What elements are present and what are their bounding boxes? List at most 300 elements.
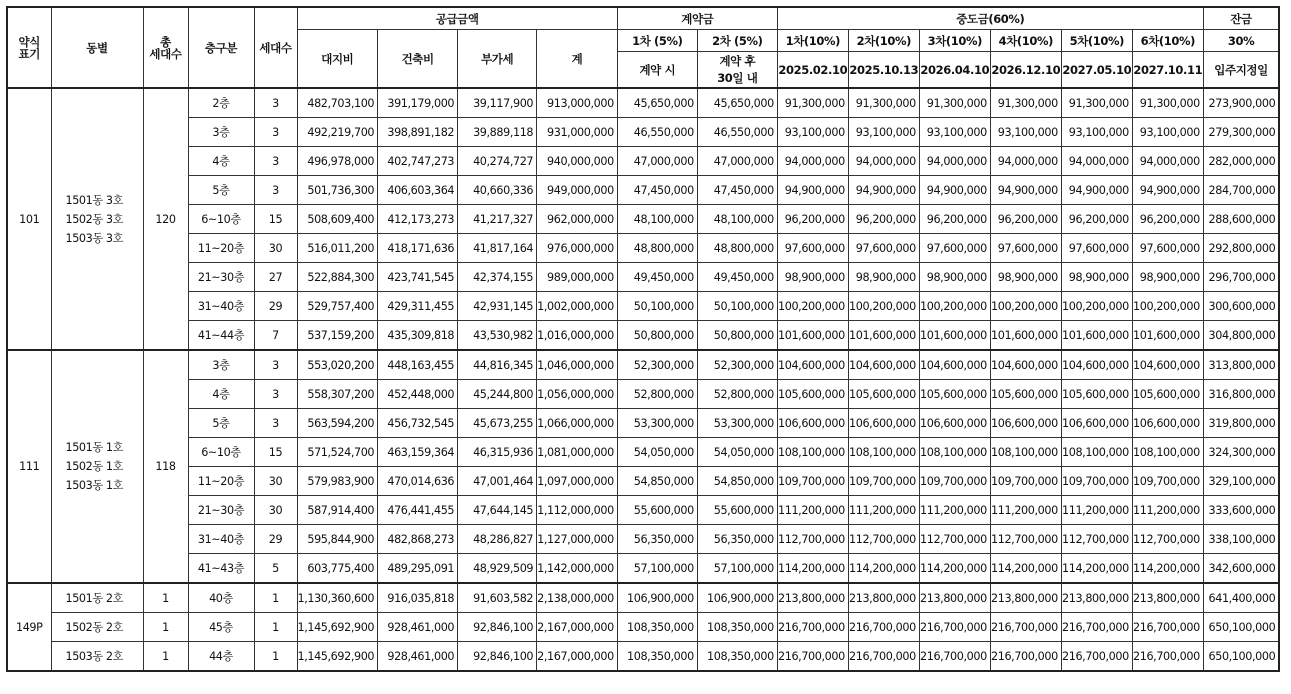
header-d2: 2025.10.13 xyxy=(848,52,919,89)
header-dong: 동별 xyxy=(51,7,143,88)
total-price-cell: 1,002,000,000 xyxy=(537,292,618,321)
middle-payment-4-cell: 96,200,000 xyxy=(990,205,1061,234)
vat-cell: 42,374,155 xyxy=(458,263,537,292)
total-price-cell: 1,127,000,000 xyxy=(537,525,618,554)
header-c1: 1차 (5%) xyxy=(617,30,697,52)
table-row xyxy=(7,554,1279,584)
middle-payment-2-cell: 108,100,000 xyxy=(848,438,919,467)
balance-cell: 342,600,000 xyxy=(1203,554,1279,584)
floor-cell: 3층 xyxy=(188,350,254,380)
units-cell: 29 xyxy=(254,292,297,321)
contract-2-cell: 106,900,000 xyxy=(697,583,777,613)
middle-payment-6-cell: 100,200,000 xyxy=(1132,292,1203,321)
middle-payment-2-cell: 105,600,000 xyxy=(848,380,919,409)
header-m4: 4차(10%) xyxy=(990,30,1061,52)
balance-cell: 641,400,000 xyxy=(1203,583,1279,613)
vat-cell: 40,660,336 xyxy=(458,176,537,205)
middle-payment-1-cell: 98,900,000 xyxy=(777,263,848,292)
units-cell: 3 xyxy=(254,350,297,380)
units-cell: 1 xyxy=(254,583,297,613)
floor-cell: 5층 xyxy=(188,409,254,438)
balance-cell: 304,800,000 xyxy=(1203,321,1279,351)
contract-2-cell: 57,100,000 xyxy=(697,554,777,584)
land-cost-cell: 579,983,900 xyxy=(297,467,378,496)
header-c2: 2차 (5%) xyxy=(697,30,777,52)
units-cell: 30 xyxy=(254,234,297,263)
middle-payment-3-cell: 104,600,000 xyxy=(919,350,990,380)
contract-2-cell: 48,100,000 xyxy=(697,205,777,234)
vat-cell: 46,315,936 xyxy=(458,438,537,467)
middle-payment-3-cell: 100,200,000 xyxy=(919,292,990,321)
total-price-cell: 976,000,000 xyxy=(537,234,618,263)
floor-cell: 11~20층 xyxy=(188,234,254,263)
floor-cell: 4층 xyxy=(188,147,254,176)
contract-2-cell: 49,450,000 xyxy=(697,263,777,292)
units-cell: 15 xyxy=(254,205,297,234)
total-price-cell: 1,142,000,000 xyxy=(537,554,618,584)
middle-payment-3-cell: 101,600,000 xyxy=(919,321,990,351)
floor-cell: 45층 xyxy=(188,613,254,642)
middle-payment-6-cell: 109,700,000 xyxy=(1132,467,1203,496)
dong-cell xyxy=(51,88,143,350)
table-row xyxy=(7,583,1279,613)
total-price-cell: 962,000,000 xyxy=(537,205,618,234)
total-price-cell: 1,081,000,000 xyxy=(537,438,618,467)
middle-payment-5-cell: 94,900,000 xyxy=(1061,176,1132,205)
contract-1-cell: 49,450,000 xyxy=(617,263,697,292)
middle-payment-2-cell: 98,900,000 xyxy=(848,263,919,292)
land-cost-cell: 587,914,400 xyxy=(297,496,378,525)
middle-payment-3-cell: 111,200,000 xyxy=(919,496,990,525)
middle-payment-5-cell: 94,000,000 xyxy=(1061,147,1132,176)
middle-payment-2-cell: 104,600,000 xyxy=(848,350,919,380)
middle-payment-6-cell: 106,600,000 xyxy=(1132,409,1203,438)
contract-1-cell: 57,100,000 xyxy=(617,554,697,584)
middle-payment-5-cell: 91,300,000 xyxy=(1061,88,1132,118)
vat-cell: 45,673,255 xyxy=(458,409,537,438)
vat-cell: 92,846,100 xyxy=(458,613,537,642)
middle-payment-5-cell: 100,200,000 xyxy=(1061,292,1132,321)
contract-2-cell: 50,800,000 xyxy=(697,321,777,351)
dong-label: 1503동 1호 xyxy=(65,479,124,492)
middle-payment-3-cell: 94,000,000 xyxy=(919,147,990,176)
land-cost-cell: 603,775,400 xyxy=(297,554,378,584)
building-cost-cell: 463,159,364 xyxy=(378,438,458,467)
land-cost-cell: 563,594,200 xyxy=(297,409,378,438)
middle-payment-5-cell: 104,600,000 xyxy=(1061,350,1132,380)
middle-payment-5-cell: 111,200,000 xyxy=(1061,496,1132,525)
total-price-cell: 940,000,000 xyxy=(537,147,618,176)
middle-payment-2-cell: 216,700,000 xyxy=(848,613,919,642)
middle-payment-2-cell: 114,200,000 xyxy=(848,554,919,584)
building-cost-cell: 476,441,455 xyxy=(378,496,458,525)
table-row xyxy=(7,380,1279,409)
building-cost-cell: 429,311,455 xyxy=(378,292,458,321)
header-d1: 2025.02.10 xyxy=(777,52,848,89)
middle-payment-6-cell: 111,200,000 xyxy=(1132,496,1203,525)
price-table-container xyxy=(6,6,1280,672)
table-row xyxy=(7,642,1279,672)
table-row xyxy=(7,525,1279,554)
table-body xyxy=(7,88,1279,671)
middle-payment-2-cell: 112,700,000 xyxy=(848,525,919,554)
table-row xyxy=(7,118,1279,147)
building-cost-cell: 423,741,545 xyxy=(378,263,458,292)
total-price-cell: 2,167,000,000 xyxy=(537,642,618,672)
middle-payment-2-cell: 97,600,000 xyxy=(848,234,919,263)
vat-cell: 41,817,164 xyxy=(458,234,537,263)
header-d4: 2026.12.10 xyxy=(990,52,1061,89)
middle-payment-3-cell: 91,300,000 xyxy=(919,88,990,118)
units-cell: 15 xyxy=(254,438,297,467)
middle-payment-6-cell: 93,100,000 xyxy=(1132,118,1203,147)
building-cost-cell: 456,732,545 xyxy=(378,409,458,438)
contract-1-cell: 108,350,000 xyxy=(617,613,697,642)
units-cell: 30 xyxy=(254,496,297,525)
building-cost-cell: 482,868,273 xyxy=(378,525,458,554)
header-land: 대지비 xyxy=(297,30,378,89)
middle-payment-4-cell: 97,600,000 xyxy=(990,234,1061,263)
contract-2-cell: 108,350,000 xyxy=(697,642,777,672)
units-cell: 3 xyxy=(254,147,297,176)
balance-cell: 300,600,000 xyxy=(1203,292,1279,321)
land-cost-cell: 529,757,400 xyxy=(297,292,378,321)
dong-cell: 1502동 2호 xyxy=(51,613,143,642)
building-cost-cell: 452,448,000 xyxy=(378,380,458,409)
contract-1-cell: 108,350,000 xyxy=(617,642,697,672)
dong-cell: 1501동 2호 xyxy=(51,583,143,613)
floor-cell: 2층 xyxy=(188,88,254,118)
units-cell: 3 xyxy=(254,88,297,118)
land-cost-cell: 508,609,400 xyxy=(297,205,378,234)
contract-2-cell: 54,050,000 xyxy=(697,438,777,467)
contract-1-cell: 56,350,000 xyxy=(617,525,697,554)
middle-payment-4-cell: 91,300,000 xyxy=(990,88,1061,118)
floor-cell: 41~44층 xyxy=(188,321,254,351)
vat-cell: 39,889,118 xyxy=(458,118,537,147)
abbr-cell: 101 xyxy=(7,88,51,350)
contract-1-cell: 106,900,000 xyxy=(617,583,697,613)
middle-payment-6-cell: 98,900,000 xyxy=(1132,263,1203,292)
contract-2-cell: 50,100,000 xyxy=(697,292,777,321)
building-cost-cell: 402,747,273 xyxy=(378,147,458,176)
dong-cell: 1503동 2호 xyxy=(51,642,143,672)
floor-cell: 3층 xyxy=(188,118,254,147)
floor-cell: 21~30층 xyxy=(188,496,254,525)
middle-payment-1-cell: 94,900,000 xyxy=(777,176,848,205)
middle-payment-4-cell: 94,900,000 xyxy=(990,176,1061,205)
units-cell: 30 xyxy=(254,467,297,496)
middle-payment-2-cell: 101,600,000 xyxy=(848,321,919,351)
middle-payment-3-cell: 98,900,000 xyxy=(919,263,990,292)
header-total-units: 총 세대수 xyxy=(143,7,188,88)
land-cost-cell: 522,884,300 xyxy=(297,263,378,292)
vat-cell: 45,244,800 xyxy=(458,380,537,409)
middle-payment-6-cell: 94,000,000 xyxy=(1132,147,1203,176)
contract-1-cell: 47,450,000 xyxy=(617,176,697,205)
table-row xyxy=(7,205,1279,234)
dong-label: 1503동 3호 xyxy=(65,231,124,245)
floor-cell: 6~10층 xyxy=(188,205,254,234)
header-d5: 2027.05.10 xyxy=(1061,52,1132,89)
header-abbr: 약식 표기 xyxy=(7,7,51,88)
contract-1-cell: 47,000,000 xyxy=(617,147,697,176)
middle-payment-2-cell: 94,000,000 xyxy=(848,147,919,176)
balance-cell: 338,100,000 xyxy=(1203,525,1279,554)
middle-payment-1-cell: 100,200,000 xyxy=(777,292,848,321)
total-price-cell: 1,112,000,000 xyxy=(537,496,618,525)
total-units-cell: 1 xyxy=(143,583,188,613)
contract-2-cell: 108,350,000 xyxy=(697,613,777,642)
middle-payment-5-cell: 112,700,000 xyxy=(1061,525,1132,554)
middle-payment-4-cell: 108,100,000 xyxy=(990,438,1061,467)
land-cost-cell: 492,219,700 xyxy=(297,118,378,147)
middle-payment-5-cell: 108,100,000 xyxy=(1061,438,1132,467)
table-row xyxy=(7,496,1279,525)
balance-cell: 650,100,000 xyxy=(1203,613,1279,642)
middle-payment-5-cell: 106,600,000 xyxy=(1061,409,1132,438)
land-cost-cell: 1,145,692,900 xyxy=(297,642,378,672)
middle-payment-4-cell: 111,200,000 xyxy=(990,496,1061,525)
table-row xyxy=(7,234,1279,263)
middle-payment-3-cell: 213,800,000 xyxy=(919,583,990,613)
middle-payment-6-cell: 216,700,000 xyxy=(1132,642,1203,672)
middle-payment-4-cell: 114,200,000 xyxy=(990,554,1061,584)
land-cost-cell: 537,159,200 xyxy=(297,321,378,351)
table-row xyxy=(7,263,1279,292)
contract-1-cell: 50,100,000 xyxy=(617,292,697,321)
contract-2-cell: 47,450,000 xyxy=(697,176,777,205)
total-units-cell: 1 xyxy=(143,642,188,672)
table-row xyxy=(7,409,1279,438)
floor-cell: 44층 xyxy=(188,642,254,672)
land-cost-cell: 1,130,360,600 xyxy=(297,583,378,613)
header-m5: 5차(10%) xyxy=(1061,30,1132,52)
vat-cell: 41,217,327 xyxy=(458,205,537,234)
middle-payment-5-cell: 216,700,000 xyxy=(1061,613,1132,642)
middle-payment-4-cell: 216,700,000 xyxy=(990,642,1061,672)
units-cell: 27 xyxy=(254,263,297,292)
middle-payment-3-cell: 105,600,000 xyxy=(919,380,990,409)
middle-payment-3-cell: 106,600,000 xyxy=(919,409,990,438)
total-units-cell: 118 xyxy=(143,350,188,583)
table-row xyxy=(7,292,1279,321)
header-m2: 2차(10%) xyxy=(848,30,919,52)
vat-cell: 47,644,145 xyxy=(458,496,537,525)
units-cell: 3 xyxy=(254,176,297,205)
middle-payment-1-cell: 97,600,000 xyxy=(777,234,848,263)
middle-payment-4-cell: 216,700,000 xyxy=(990,613,1061,642)
total-price-cell: 913,000,000 xyxy=(537,88,618,118)
middle-payment-6-cell: 101,600,000 xyxy=(1132,321,1203,351)
vat-cell: 39,117,900 xyxy=(458,88,537,118)
middle-payment-3-cell: 108,100,000 xyxy=(919,438,990,467)
floor-cell: 21~30층 xyxy=(188,263,254,292)
vat-cell: 92,846,100 xyxy=(458,642,537,672)
balance-cell: 329,100,000 xyxy=(1203,467,1279,496)
total-units-cell: 1 xyxy=(143,613,188,642)
contract-2-cell: 52,300,000 xyxy=(697,350,777,380)
middle-payment-1-cell: 111,200,000 xyxy=(777,496,848,525)
header-building: 건축비 xyxy=(378,30,458,89)
middle-payment-6-cell: 114,200,000 xyxy=(1132,554,1203,584)
middle-payment-2-cell: 100,200,000 xyxy=(848,292,919,321)
abbr-cell: 149P xyxy=(7,583,51,671)
table-row xyxy=(7,350,1279,380)
middle-payment-5-cell: 109,700,000 xyxy=(1061,467,1132,496)
building-cost-cell: 448,163,455 xyxy=(378,350,458,380)
vat-cell: 44,816,345 xyxy=(458,350,537,380)
contract-1-cell: 48,100,000 xyxy=(617,205,697,234)
total-price-cell: 949,000,000 xyxy=(537,176,618,205)
middle-payment-6-cell: 97,600,000 xyxy=(1132,234,1203,263)
balance-cell: 273,900,000 xyxy=(1203,88,1279,118)
middle-payment-6-cell: 94,900,000 xyxy=(1132,176,1203,205)
total-price-cell: 989,000,000 xyxy=(537,263,618,292)
table-row xyxy=(7,467,1279,496)
units-cell: 1 xyxy=(254,642,297,672)
vat-cell: 47,001,464 xyxy=(458,467,537,496)
units-cell: 1 xyxy=(254,613,297,642)
middle-payment-1-cell: 108,100,000 xyxy=(777,438,848,467)
contract-1-cell: 50,800,000 xyxy=(617,321,697,351)
vat-cell: 48,929,509 xyxy=(458,554,537,584)
middle-payment-4-cell: 94,000,000 xyxy=(990,147,1061,176)
middle-payment-5-cell: 97,600,000 xyxy=(1061,234,1132,263)
middle-payment-1-cell: 114,200,000 xyxy=(777,554,848,584)
middle-payment-3-cell: 216,700,000 xyxy=(919,642,990,672)
floor-cell: 31~40층 xyxy=(188,292,254,321)
middle-payment-4-cell: 101,600,000 xyxy=(990,321,1061,351)
middle-payment-1-cell: 105,600,000 xyxy=(777,380,848,409)
middle-payment-2-cell: 109,700,000 xyxy=(848,467,919,496)
units-cell: 3 xyxy=(254,409,297,438)
middle-payment-5-cell: 216,700,000 xyxy=(1061,642,1132,672)
vat-cell: 42,931,145 xyxy=(458,292,537,321)
table-row xyxy=(7,438,1279,467)
land-cost-cell: 571,524,700 xyxy=(297,438,378,467)
floor-cell: 4층 xyxy=(188,380,254,409)
middle-payment-2-cell: 216,700,000 xyxy=(848,642,919,672)
middle-payment-6-cell: 96,200,000 xyxy=(1132,205,1203,234)
middle-payment-3-cell: 94,900,000 xyxy=(919,176,990,205)
building-cost-cell: 412,173,273 xyxy=(378,205,458,234)
header-middle: 중도금(60%) xyxy=(777,7,1203,30)
balance-cell: 650,100,000 xyxy=(1203,642,1279,672)
middle-payment-1-cell: 216,700,000 xyxy=(777,613,848,642)
middle-payment-2-cell: 213,800,000 xyxy=(848,583,919,613)
middle-payment-1-cell: 112,700,000 xyxy=(777,525,848,554)
building-cost-cell: 470,014,636 xyxy=(378,467,458,496)
supply-price-table xyxy=(6,6,1280,672)
table-header xyxy=(7,7,1279,88)
balance-cell: 282,000,000 xyxy=(1203,147,1279,176)
middle-payment-4-cell: 98,900,000 xyxy=(990,263,1061,292)
balance-cell: 316,800,000 xyxy=(1203,380,1279,409)
middle-payment-6-cell: 213,800,000 xyxy=(1132,583,1203,613)
building-cost-cell: 928,461,000 xyxy=(378,613,458,642)
middle-payment-2-cell: 106,600,000 xyxy=(848,409,919,438)
units-cell: 3 xyxy=(254,118,297,147)
contract-2-cell: 47,000,000 xyxy=(697,147,777,176)
contract-2-cell: 45,650,000 xyxy=(697,88,777,118)
building-cost-cell: 435,309,818 xyxy=(378,321,458,351)
contract-1-cell: 52,800,000 xyxy=(617,380,697,409)
dong-label: 1502동 1호 xyxy=(65,460,124,473)
middle-payment-1-cell: 213,800,000 xyxy=(777,583,848,613)
floor-cell: 5층 xyxy=(188,176,254,205)
contract-2-cell: 46,550,000 xyxy=(697,118,777,147)
middle-payment-3-cell: 109,700,000 xyxy=(919,467,990,496)
total-price-cell: 2,167,000,000 xyxy=(537,613,618,642)
floor-cell: 40층 xyxy=(188,583,254,613)
middle-payment-3-cell: 97,600,000 xyxy=(919,234,990,263)
middle-payment-4-cell: 104,600,000 xyxy=(990,350,1061,380)
floor-cell: 11~20층 xyxy=(188,467,254,496)
contract-2-cell: 52,800,000 xyxy=(697,380,777,409)
total-price-cell: 1,056,000,000 xyxy=(537,380,618,409)
contract-2-cell: 53,300,000 xyxy=(697,409,777,438)
contract-1-cell: 52,300,000 xyxy=(617,350,697,380)
balance-cell: 284,700,000 xyxy=(1203,176,1279,205)
land-cost-cell: 558,307,200 xyxy=(297,380,378,409)
vat-cell: 48,286,827 xyxy=(458,525,537,554)
header-c1-when: 계약 시 xyxy=(617,52,697,89)
total-units-cell: 120 xyxy=(143,88,188,350)
contract-1-cell: 45,650,000 xyxy=(617,88,697,118)
middle-payment-4-cell: 213,800,000 xyxy=(990,583,1061,613)
middle-payment-3-cell: 216,700,000 xyxy=(919,613,990,642)
balance-cell: 313,800,000 xyxy=(1203,350,1279,380)
middle-payment-2-cell: 111,200,000 xyxy=(848,496,919,525)
building-cost-cell: 928,461,000 xyxy=(378,642,458,672)
contract-1-cell: 55,600,000 xyxy=(617,496,697,525)
total-price-cell: 1,016,000,000 xyxy=(537,321,618,351)
middle-payment-3-cell: 93,100,000 xyxy=(919,118,990,147)
dong-label: 1501동 3호 xyxy=(65,193,124,207)
contract-1-cell: 48,800,000 xyxy=(617,234,697,263)
dong-label: 1501동 1호 xyxy=(65,441,124,454)
total-price-cell: 931,000,000 xyxy=(537,118,618,147)
middle-payment-4-cell: 105,600,000 xyxy=(990,380,1061,409)
land-cost-cell: 516,011,200 xyxy=(297,234,378,263)
header-d6: 2027.10.11 xyxy=(1132,52,1203,89)
building-cost-cell: 418,171,636 xyxy=(378,234,458,263)
balance-cell: 296,700,000 xyxy=(1203,263,1279,292)
middle-payment-1-cell: 96,200,000 xyxy=(777,205,848,234)
middle-payment-4-cell: 112,700,000 xyxy=(990,525,1061,554)
total-price-cell: 2,138,000,000 xyxy=(537,583,618,613)
vat-cell: 40,274,727 xyxy=(458,147,537,176)
middle-payment-6-cell: 112,700,000 xyxy=(1132,525,1203,554)
middle-payment-2-cell: 94,900,000 xyxy=(848,176,919,205)
middle-payment-4-cell: 109,700,000 xyxy=(990,467,1061,496)
land-cost-cell: 553,020,200 xyxy=(297,350,378,380)
header-units: 세대수 xyxy=(254,7,297,88)
building-cost-cell: 406,603,364 xyxy=(378,176,458,205)
middle-payment-5-cell: 98,900,000 xyxy=(1061,263,1132,292)
middle-payment-1-cell: 106,600,000 xyxy=(777,409,848,438)
contract-1-cell: 53,300,000 xyxy=(617,409,697,438)
header-vat: 부가세 xyxy=(458,30,537,89)
middle-payment-2-cell: 91,300,000 xyxy=(848,88,919,118)
middle-payment-5-cell: 114,200,000 xyxy=(1061,554,1132,584)
middle-payment-5-cell: 93,100,000 xyxy=(1061,118,1132,147)
header-m3: 3차(10%) xyxy=(919,30,990,52)
dong-label: 1502동 3호 xyxy=(65,212,124,226)
balance-cell: 288,600,000 xyxy=(1203,205,1279,234)
middle-payment-4-cell: 106,600,000 xyxy=(990,409,1061,438)
